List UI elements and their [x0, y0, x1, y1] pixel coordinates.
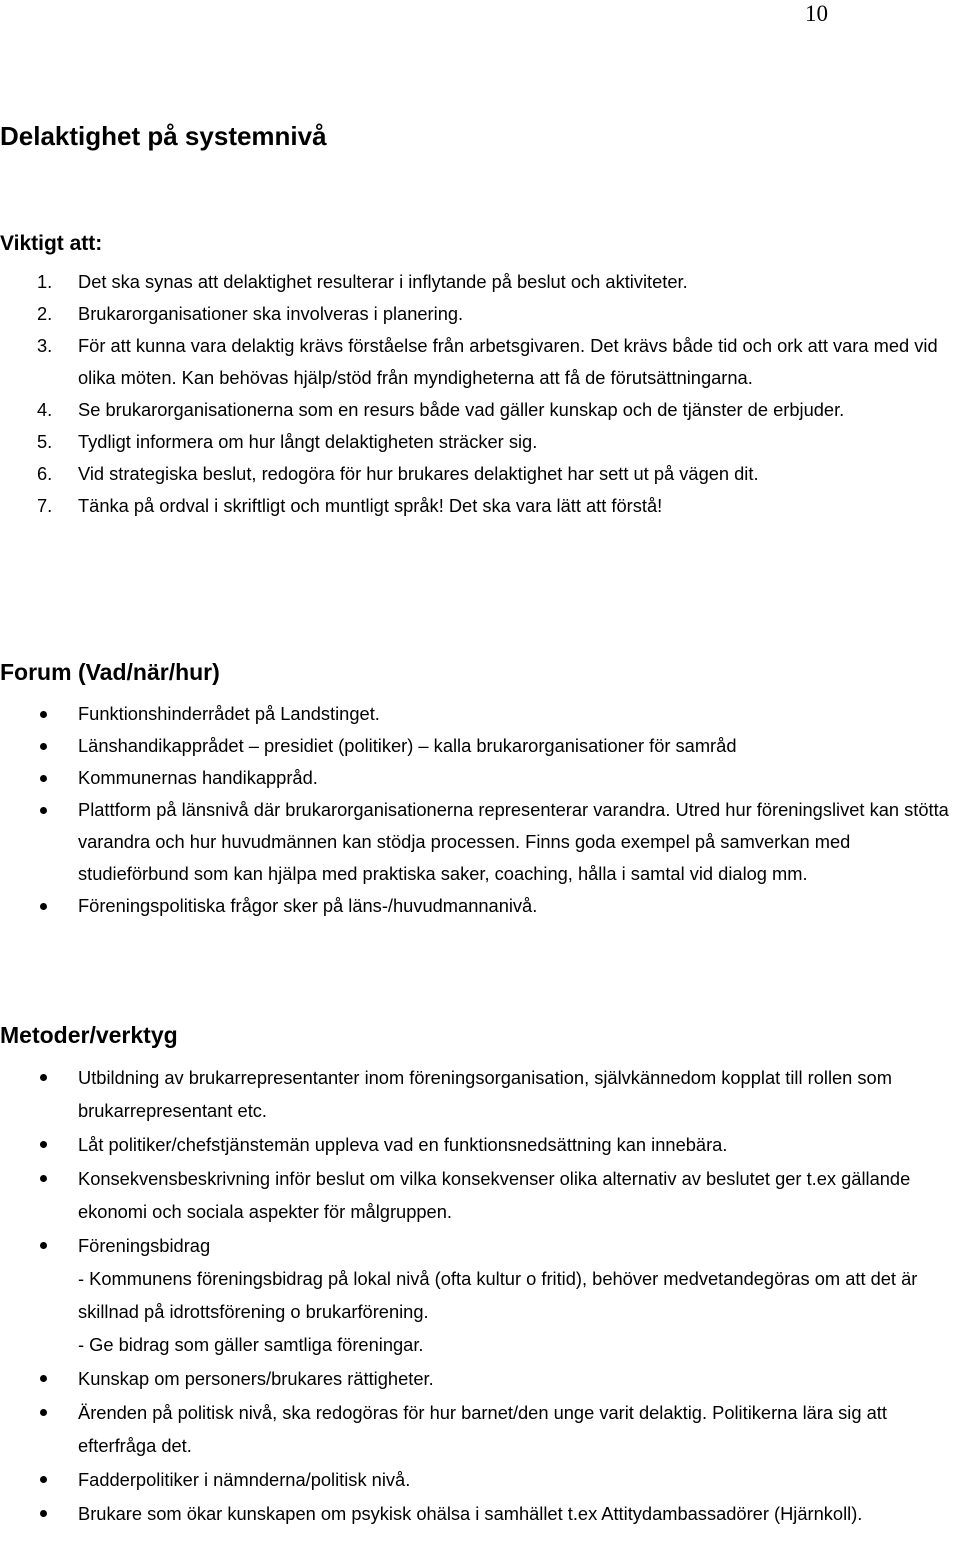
page-number: 10 [805, 1, 828, 26]
list-item [0, 890, 958, 922]
metoder-list [0, 1061, 958, 1531]
list-item [0, 298, 958, 330]
list-number: 3. [37, 335, 53, 356]
bullet-icon [40, 1242, 47, 1249]
bullet-icon [40, 1409, 47, 1416]
list-item-text: Föreningsbidrag [78, 1235, 211, 1256]
list-item [0, 1362, 958, 1395]
list-item-text: Föreningspolitiska frågor sker på läns-/huvudmannanivå. [78, 895, 538, 916]
list-item-text: Kommunernas handikappråd. [78, 767, 318, 788]
bullet-icon [40, 1476, 47, 1483]
list-item [0, 490, 958, 522]
list-item-text: Tydligt informera om hur långt delaktigheten sträcker sig. [78, 431, 538, 452]
bullet-icon [40, 1175, 47, 1182]
list-item [0, 266, 958, 298]
bullet-icon [40, 1074, 47, 1081]
list-item [0, 426, 958, 458]
list-item [0, 762, 958, 794]
list-item [0, 1061, 958, 1127]
list-item [0, 1463, 958, 1496]
list-item-text: Se brukarorganisationerna som en resurs både vad gäller kunskap och de tjänster de erbjuder. [78, 399, 845, 420]
bullet-icon [40, 903, 47, 910]
list-item [0, 1497, 958, 1530]
list-item [0, 458, 958, 490]
list-item-text: Brukare som ökar kunskapen om psykisk ohälsa i samhället t.ex Attitydambassadörer (Hjärnkoll). [78, 1503, 863, 1524]
list-item-text: Länshandikapprådet – presidiet (politiker) – kalla brukarorganisationer för samråd [78, 735, 737, 756]
list-item-text: Det ska synas att delaktighet resulterar i inflytande på beslut och aktiviteter. [78, 271, 688, 292]
list-item-subline: - Kommunens föreningsbidrag på lokal nivå (ofta kultur o fritid), behöver medvetandegöras om att det är skillnad på idrottsförening o brukarförening. [78, 1268, 918, 1322]
metoder-heading: Metoder/verktyg [0, 1022, 178, 1048]
forum-list [0, 698, 958, 922]
viktigt-heading: Viktigt att: [0, 232, 103, 255]
list-item-text: Funktionshinderrådet på Landstinget. [78, 703, 380, 724]
bullet-icon [40, 1141, 47, 1148]
viktigt-list [0, 266, 958, 522]
list-item [0, 794, 958, 890]
list-item-text: Ärenden på politisk nivå, ska redogöras för hur barnet/den unge varit delaktig. Politikerna lära sig att efterfråga det. [78, 1402, 887, 1456]
list-item [0, 1128, 958, 1161]
bullet-icon [40, 711, 47, 718]
list-number: 6. [37, 463, 53, 484]
list-item [0, 1396, 958, 1462]
list-item-text: För att kunna vara delaktig krävs förståelse från arbetsgivaren. Det krävs både tid och ork att vara med vid olika möten. Kan behövas hjälp/stöd från myndigheterna att få de förutsättningarna. [78, 335, 938, 388]
list-item-text: Kunskap om personers/brukares rättigheter. [78, 1368, 434, 1389]
bullet-icon [40, 1375, 47, 1382]
list-item [0, 1229, 958, 1361]
bullet-icon [40, 807, 47, 814]
list-item-text: Konsekvensbeskrivning inför beslut om vilka konsekvenser olika alternativ av beslutet ger t.ex gällande ekonomi och sociala aspekter för målgruppen. [78, 1168, 911, 1222]
list-number: 7. [37, 495, 53, 516]
list-item-text: Låt politiker/chefstjänstemän uppleva vad en funktionsnedsättning kan innebära. [78, 1134, 728, 1155]
list-item [0, 698, 958, 730]
list-item [0, 730, 958, 762]
bullet-icon [40, 743, 47, 750]
list-item-text: Vid strategiska beslut, redogöra för hur brukares delaktighet har sett ut på vägen dit. [78, 463, 759, 484]
bullet-icon [40, 1510, 47, 1517]
list-item [0, 330, 958, 394]
list-number: 5. [37, 431, 53, 452]
list-item-subline: - Ge bidrag som gäller samtliga föreningar. [78, 1334, 424, 1355]
forum-heading: Forum (Vad/när/hur) [0, 659, 220, 685]
list-item-text: Tänka på ordval i skriftligt och muntligt språk! Det ska vara lätt att förstå! [78, 495, 663, 516]
bullet-icon [40, 775, 47, 782]
list-item-text: Brukarorganisationer ska involveras i planering. [78, 303, 464, 324]
document-title: Delaktighet på systemnivå [0, 121, 327, 151]
list-item [0, 394, 958, 426]
list-number: 4. [37, 399, 53, 420]
list-item-text: Utbildning av brukarrepresentanter inom föreningsorganisation, självkännedom kopplat till rollen som brukarrepresentant etc. [78, 1067, 892, 1121]
list-item-text: Fadderpolitiker i nämnderna/politisk nivå. [78, 1469, 411, 1490]
list-number: 1. [37, 271, 53, 292]
list-item [0, 1162, 958, 1228]
list-item-text: Plattform på länsnivå där brukarorganisationerna representerar varandra. Utred hur föreningslivet kan stötta varandra och hur huvudmännen kan stödja processen. Finns goda exempel på samverkan med studieförbund som kan hjälpa med praktiska saker, coaching, hålla i samtal vid dialog mm. [78, 799, 949, 884]
list-number: 2. [37, 303, 53, 324]
